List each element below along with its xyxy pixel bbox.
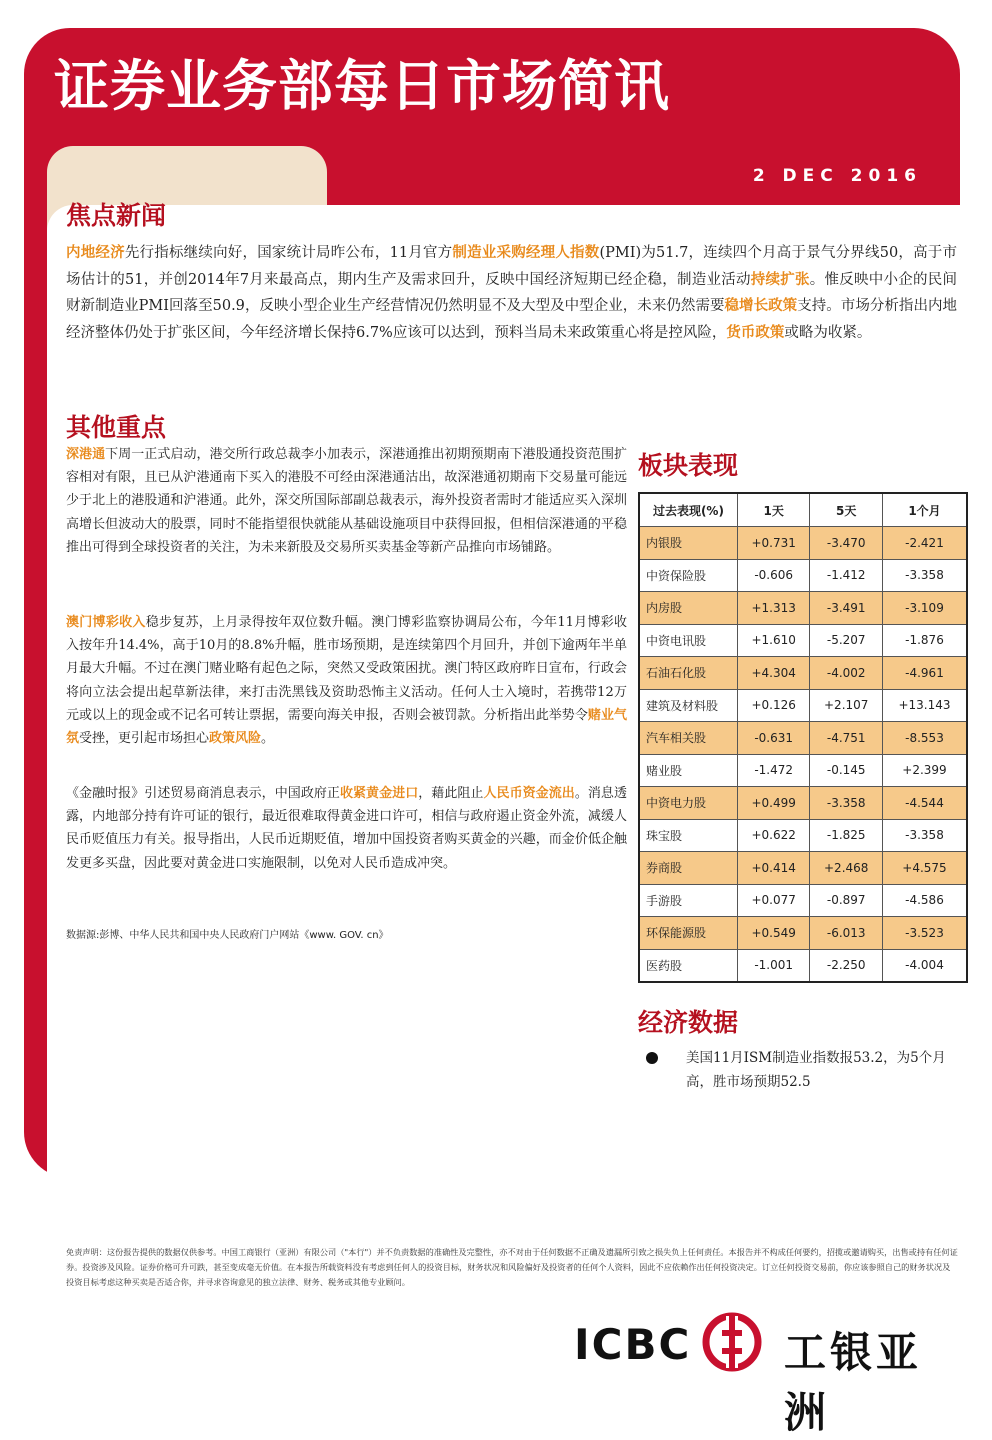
sector-value: -8.553	[882, 722, 967, 755]
table-row	[639, 949, 967, 982]
sector-value: +4.304	[737, 657, 810, 690]
sector-name: 石油石化股	[639, 657, 737, 690]
sector-name: 中资保险股	[639, 559, 737, 592]
highlight-term: 货币政策	[726, 323, 785, 341]
table-row	[639, 917, 967, 950]
sector-name: 中资电讯股	[639, 624, 737, 657]
logo-text-icbc: ICBC	[574, 1320, 692, 1369]
sector-name: 中资电力股	[639, 787, 737, 820]
sector-value: -3.523	[882, 917, 967, 950]
other-news-heading: 其他重点	[66, 413, 167, 442]
sector-value: +0.126	[737, 689, 810, 722]
sector-value: -3.491	[810, 592, 883, 625]
sector-value: +13.143	[882, 689, 967, 722]
sector-value: -5.207	[810, 624, 883, 657]
text-run: (PMI)为51.7，连续四个月高于景气分界线50，高于市场估计的51，并创2014年7月来最高点，期内生产及需求回升，反映中国经济短期已经企稳，制造业活动	[66, 245, 958, 288]
sector-value: +0.077	[737, 884, 810, 917]
sector-value: -6.013	[810, 917, 883, 950]
other-news-macau-gaming	[66, 611, 627, 750]
sector-value: +0.414	[737, 852, 810, 885]
sector-value: -4.586	[882, 884, 967, 917]
text-run: 受挫，更引起市场担心	[79, 731, 210, 747]
sector-value: -3.470	[810, 527, 883, 560]
sector-value: +0.622	[737, 819, 810, 852]
highlight-term: 持续扩张	[750, 270, 810, 288]
sector-name: 医药股	[639, 949, 737, 982]
text-run: 稳步复苏，上月录得按年双位数升幅。澳门博彩监察协调局公布，今年11月博彩收入按年升14.4%，高于10月的8.8%升幅，胜市场预期，是连续第四个月回升，并创下逾两年半单月最大升幅。不过在澳门赌业略有起色之际，突然又受政策困扰。澳门特区政府昨日宣布，行政会将向立法会提出起草新法律，来打击洗黑钱及资助恐怖主义活动。任何人士入境时，若携带12万元或以上的现金或不记名可转让票据，需要向海关申报，否则会被罚款。分析指出此举势令	[66, 615, 627, 723]
sector-value: +2.107	[810, 689, 883, 722]
header-1d: 1天	[737, 493, 810, 527]
sector-value: +0.549	[737, 917, 810, 950]
data-source: 数据源:彭博、中华人民共和国中央人民政府门户网站《www. GOV. cn》	[66, 930, 389, 941]
logo-text-chinese: 工银亚洲	[784, 1328, 923, 1437]
sector-value: +2.468	[810, 852, 883, 885]
table-row	[639, 884, 967, 917]
sector-name: 珠宝股	[639, 819, 737, 852]
header-period: 过去表现(%)	[639, 493, 737, 527]
sector-value: -1.472	[737, 754, 810, 787]
sector-value: -0.145	[810, 754, 883, 787]
sector-value: -0.631	[737, 722, 810, 755]
focus-news-heading: 焦点新闻	[66, 201, 167, 230]
highlight-term: 澳门博彩收入	[66, 615, 146, 630]
page-title: 证券业务部每日市场简讯	[54, 54, 671, 118]
sector-value: +0.499	[737, 787, 810, 820]
table-row	[639, 527, 967, 560]
text-run: ，藉此阻止	[418, 786, 484, 801]
icbc-seal-icon	[702, 1312, 762, 1372]
highlight-term: 稳增长政策	[724, 297, 798, 314]
table-row	[639, 787, 967, 820]
sector-heading: 板块表现	[638, 451, 739, 480]
highlight-term: 深港通	[66, 447, 106, 462]
sector-value: -4.544	[882, 787, 967, 820]
sector-name: 环保能源股	[639, 917, 737, 950]
sector-value: -0.606	[737, 559, 810, 592]
sector-name: 内银股	[639, 527, 737, 560]
table-row	[639, 852, 967, 885]
header-5d: 5天	[810, 493, 883, 527]
text-run: 或略为收紧。	[784, 324, 872, 341]
sector-value: -1.001	[737, 949, 810, 982]
text-run: 。	[261, 731, 275, 747]
sector-value: -1.876	[882, 624, 967, 657]
sector-value: -3.358	[810, 787, 883, 820]
text-run: 下周一正式启动，港交所行政总裁李小加表示，深港通推出初期预期南下港股通投资范围扩容相对有限，且已从沪港通南下买入的港股不可经由深港通沽出，故深港通初期南下交易量可能远少于北上的港股通和沪港通。此外，深交所国际部副总裁表示，海外投资者需时才能适应买入深圳高增长但波动大的股票，同时不能指望很快就能从基础设施项目中获得回报，但相信深港通的平稳推出可得到全球投资者的关注，为未来新股及交易所买卖基金等新产品推向市场铺路。	[66, 447, 627, 555]
table-row	[639, 689, 967, 722]
sector-name: 手游股	[639, 884, 737, 917]
highlight-term: 收紧黄金进口	[339, 786, 419, 801]
disclaimer: 免责声明：这份报告提供的数据仅供参考。中国工商银行（亚洲）有限公司（"本行"）并不负责数据的准确性及完整性，亦不对由于任何数据不正确及遗漏所引致之损失负上任何责任。本报告并不构成任何要约，招揽或邀请购买，出售或持有任何证券。投资涉及风险。证券价格可升可跌，甚至变成毫无价值。在本报告所载资料没有考虑到任何人的投资目标，财务状况和风险偏好及投资者的任何个人资料，因此不应依赖作出任何投资决定。订立任何投资交易前，你应该参照自己的财务状况及投资目标考虑这种买卖是否适合你，并寻求咨询意见的独立法律、财务、税务或其他专业顾问。	[66, 1247, 958, 1287]
focus-news-paragraph	[66, 240, 957, 346]
text-run: 。消息透露，内地部分持有许可证的银行，最近很难取得黄金进口许可，相信与政府遏止资金外流，减缓人民币贬值压力有关。报导指出，人民币近期贬值，增加中国投资者购买黄金的兴趣，而金价低企触发更多买盘，因此要对黄金进口实施限制，以免对人民币造成冲突。	[66, 786, 627, 871]
text-run: 《金融时报》引述贸易商消息表示，中国政府正	[66, 786, 340, 801]
economic-heading: 经济数据	[638, 1008, 739, 1037]
sector-name: 内房股	[639, 592, 737, 625]
sector-value: +1.610	[737, 624, 810, 657]
sector-value: -1.825	[810, 819, 883, 852]
other-news-shenzhen-connect	[66, 443, 627, 559]
highlight-term: 赌业气氛	[66, 707, 627, 747]
table-row	[639, 819, 967, 852]
sector-name: 汽车相关股	[639, 722, 737, 755]
sector-value: -4.004	[882, 949, 967, 982]
sector-value: -4.961	[882, 657, 967, 690]
sector-value: -4.751	[810, 722, 883, 755]
table-row	[639, 624, 967, 657]
bullet-icon	[646, 1052, 658, 1064]
sector-value: -0.897	[810, 884, 883, 917]
sector-value: +1.313	[737, 592, 810, 625]
text-run: 。惟反映中小企的民间财新制造业PMI回落至50.9，反映小型企业生产经营情况仍然明显不及大型及中型企业，未来仍然需要	[66, 271, 958, 314]
table-row	[639, 722, 967, 755]
text-run: 先行指标继续向好，国家统计局昨公布，11月官方	[124, 245, 453, 261]
text-run: 支持。市场分析指出内地经济整体仍处于扩张区间，今年经济增长保持6.7%应该可以达到，预料当局未来政策重心将是控风险，	[66, 298, 958, 341]
sector-value: -2.421	[882, 527, 967, 560]
table-row	[639, 657, 967, 690]
sector-value: +4.575	[882, 852, 967, 885]
sector-value: -3.358	[882, 559, 967, 592]
sector-value: -2.250	[810, 949, 883, 982]
table-header-row	[639, 493, 967, 527]
sector-name: 建筑及材料股	[639, 689, 737, 722]
highlight-term: 内地经济	[66, 244, 125, 261]
sector-value: -1.412	[810, 559, 883, 592]
other-news-gold-import	[66, 782, 627, 875]
table-row	[639, 559, 967, 592]
sector-name: 赌业股	[639, 754, 737, 787]
icbc-asia-logo	[574, 1310, 964, 1437]
table-row	[639, 592, 967, 625]
report-date: 2 DEC 2016	[752, 166, 922, 186]
sector-name: 券商股	[639, 852, 737, 885]
highlight-term: 政策风险	[209, 731, 262, 747]
sector-value: +0.731	[737, 527, 810, 560]
table-row	[639, 754, 967, 787]
sector-performance-table	[638, 492, 968, 983]
sector-value: -4.002	[810, 657, 883, 690]
sector-value: +2.399	[882, 754, 967, 787]
header-1m: 1个月	[882, 493, 967, 527]
economic-item: 美国11月ISM制造业指数报53.2，为5个月高，胜市场预期52.5	[686, 1050, 946, 1090]
highlight-term: 人民币资金流出	[483, 786, 575, 801]
sector-value: -3.109	[882, 592, 967, 625]
sector-value: -3.358	[882, 819, 967, 852]
highlight-term: 制造业采购经理人指数	[452, 244, 600, 261]
